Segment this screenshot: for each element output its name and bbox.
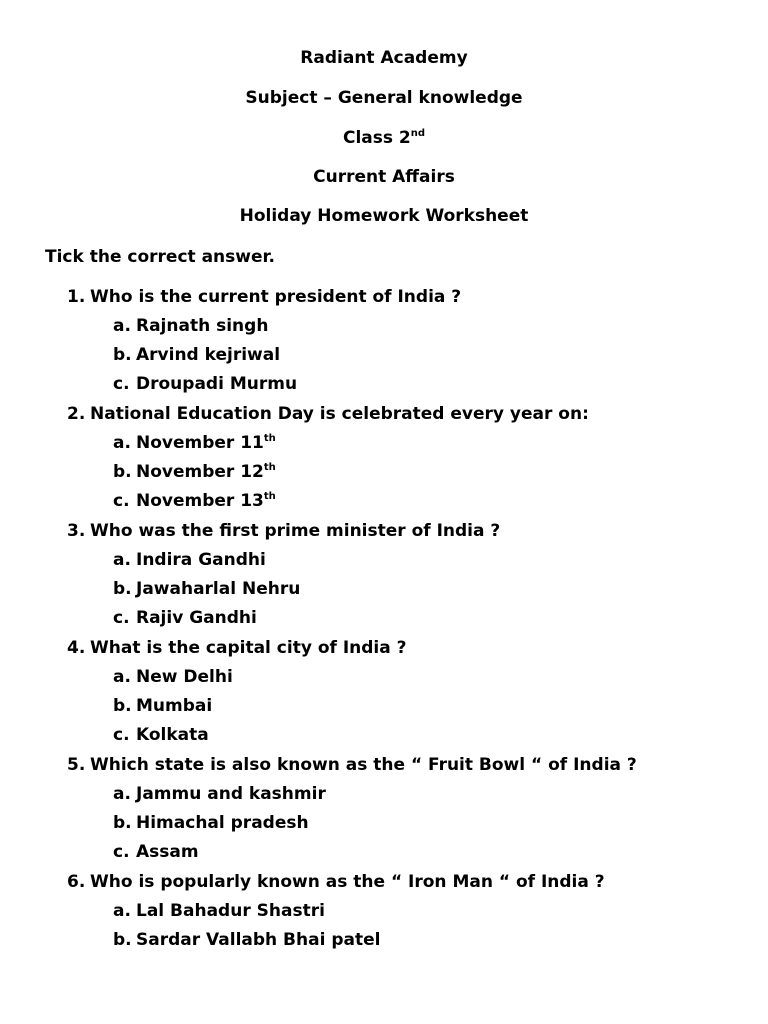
option-letter: a. <box>113 667 131 687</box>
option-superscript: th <box>263 462 276 473</box>
option-letter: b. <box>113 930 132 950</box>
option-letter: b. <box>113 462 132 482</box>
question-2-option-b <box>113 461 276 483</box>
question-3-option-c <box>113 607 257 629</box>
worksheet-title: Holiday Homework Worksheet <box>239 206 529 226</box>
option-letter: b. <box>113 579 132 599</box>
option-text: Arvind kejriwal <box>136 345 281 365</box>
question-2-option-c <box>113 490 276 512</box>
question-3-option-b <box>113 578 300 600</box>
question-5-option-b <box>113 812 309 834</box>
question-5-option-a <box>113 783 326 805</box>
option-letter: c. <box>113 608 130 628</box>
question-number: 5. <box>67 755 86 775</box>
question-text: National Education Day is celebrated every year on: <box>90 404 589 424</box>
question-number: 1. <box>67 287 86 307</box>
question-1-option-a <box>113 315 268 337</box>
option-text: Assam <box>136 842 199 862</box>
question-number: 6. <box>67 872 86 892</box>
question-number: 4. <box>67 638 86 658</box>
question-4-option-a <box>113 666 233 688</box>
question-6 <box>67 871 605 893</box>
option-text: November 13 <box>136 491 264 511</box>
question-number: 2. <box>67 404 86 424</box>
question-2-option-a <box>113 432 276 454</box>
question-4-option-c <box>113 724 209 746</box>
option-text: Mumbai <box>136 696 213 716</box>
class-superscript: nd <box>410 128 426 139</box>
school-name: Radiant Academy <box>300 48 468 68</box>
option-text: Kolkata <box>136 725 209 745</box>
class-line <box>0 127 768 149</box>
subject-line: Subject – General knowledge <box>245 88 523 108</box>
option-letter: b. <box>113 345 132 365</box>
option-text: New Delhi <box>136 667 233 687</box>
question-2 <box>67 403 589 425</box>
option-text: Droupadi Murmu <box>136 374 298 394</box>
option-letter: a. <box>113 784 131 804</box>
option-text: Himachal pradesh <box>136 813 309 833</box>
question-5 <box>67 754 637 776</box>
option-text: Rajiv Gandhi <box>136 608 257 628</box>
question-text: Who is popularly known as the “ Iron Man “ of India ? <box>90 872 605 892</box>
question-3 <box>67 520 500 542</box>
option-text: Jawaharlal Nehru <box>136 579 301 599</box>
question-3-option-a <box>113 549 266 571</box>
option-superscript: th <box>263 491 276 502</box>
option-letter: c. <box>113 725 130 745</box>
instruction: Tick the correct answer. <box>45 247 275 267</box>
option-superscript: th <box>263 433 276 444</box>
option-letter: b. <box>113 696 132 716</box>
option-text: Jammu and kashmir <box>136 784 326 804</box>
question-6-option-a <box>113 900 325 922</box>
question-text: What is the capital city of India ? <box>90 638 407 658</box>
option-text: November 12 <box>136 462 264 482</box>
question-1-option-b <box>113 344 280 366</box>
option-letter: a. <box>113 550 131 570</box>
question-text: Who is the current president of India ? <box>90 287 462 307</box>
question-4 <box>67 637 407 659</box>
option-letter: a. <box>113 433 131 453</box>
option-text: Sardar Vallabh Bhai patel <box>136 930 381 950</box>
option-text: Rajnath singh <box>136 316 269 336</box>
class-text: Class 2 <box>342 128 411 148</box>
question-6-option-b <box>113 929 380 951</box>
question-5-option-c <box>113 841 199 863</box>
option-text: Lal Bahadur Shastri <box>136 901 325 921</box>
option-letter: a. <box>113 901 131 921</box>
question-1-option-c <box>113 373 297 395</box>
option-text: Indira Gandhi <box>136 550 266 570</box>
topic-line: Current Affairs <box>313 167 455 187</box>
option-letter: c. <box>113 491 130 511</box>
question-text: Which state is also known as the “ Fruit Bowl “ of India ? <box>90 755 637 775</box>
question-1 <box>67 286 461 308</box>
option-letter: c. <box>113 842 130 862</box>
question-4-option-b <box>113 695 212 717</box>
option-letter: a. <box>113 316 131 336</box>
option-text: November 11 <box>136 433 264 453</box>
option-letter: c. <box>113 374 130 394</box>
option-letter: b. <box>113 813 132 833</box>
question-text: Who was the first prime minister of India ? <box>90 521 501 541</box>
question-number: 3. <box>67 521 86 541</box>
